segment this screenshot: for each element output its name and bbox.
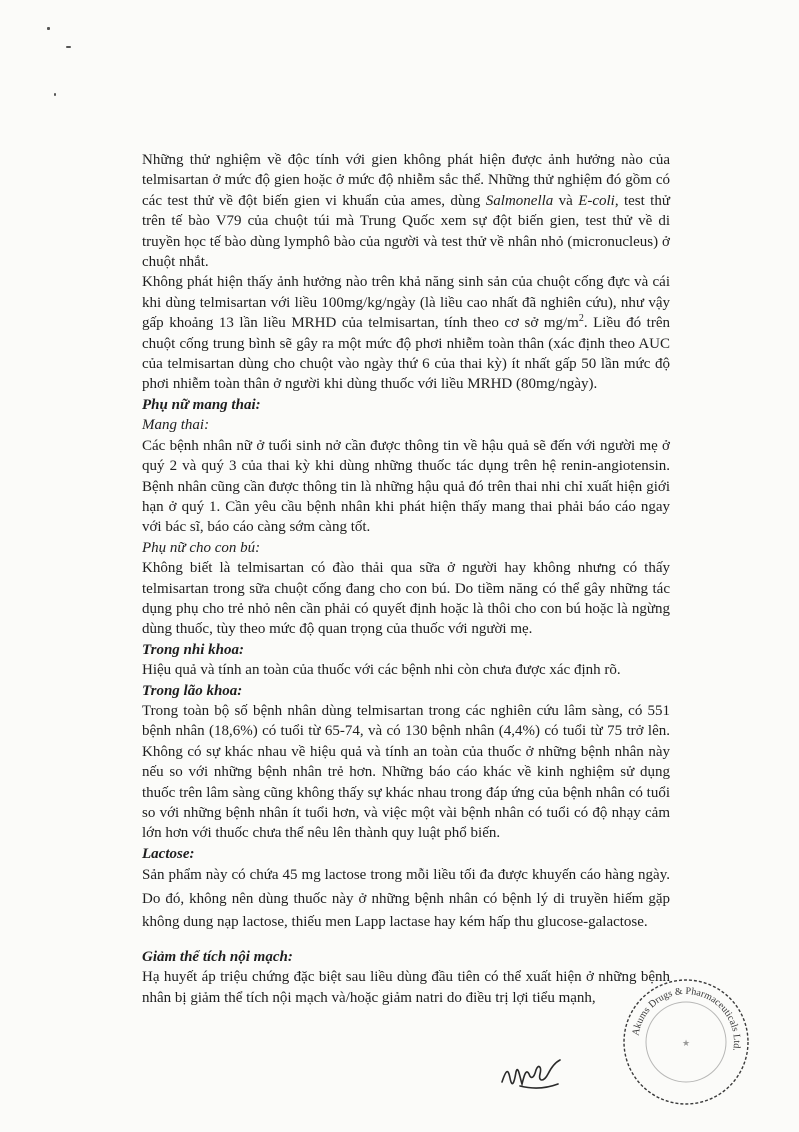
text-span: , test thử trên tế bào V79 của chuột túi mà Trung Quốc xem sự đột biến gien, test thử về di truyền học tế bào dùng lymphô bào của người và test thử về nhân nhỏ (micronucleus) ở chuột nhắt. <box>142 192 670 271</box>
subheading-breastfeeding: Phụ nữ cho con bú: <box>142 539 261 556</box>
stamp-star: ★ <box>681 1038 691 1048</box>
hypovolemia-paragraph: Hạ huyết áp triệu chứng đặc biệt sau liều dùng đầu tiên có thể xuất hiện ở những bệnh nhân bị giảm thể tích nội mạch và/hoặc giảm natri do điều trị lợi tiểu mạnh, <box>142 969 670 1006</box>
breastfeeding-paragraph: Không biết là telmisartan có đào thải qua sữa ở người hay không nhưng có thấy telmisartan trong sữa chuột cống đang cho con bú. Do tiềm năng có thể gây những tác dụng phụ cho trẻ nhỏ nên cần phải có quyết định hoặc là thôi cho con bú hoặc là ngừng dùng thuốc, tùy theo mức độ quan trọng của thuốc với người mẹ. <box>142 560 670 638</box>
scan-mark <box>54 93 56 96</box>
species-ecoli: E-coli <box>578 192 615 209</box>
species-salmonella: Salmonella <box>485 192 554 209</box>
signature <box>498 1048 578 1098</box>
company-stamp <box>616 972 756 1112</box>
fertility-paragraph <box>142 272 670 394</box>
pediatrics-paragraph: Hiệu quả và tính an toàn của thuốc với các bệnh nhi còn chưa được xác định rõ. <box>142 662 621 679</box>
heading-geriatrics: Trong lão khoa: <box>142 682 243 699</box>
heading-pregnant-women: Phụ nữ mang thai: <box>142 396 261 413</box>
stamp-text: Akums Drugs & Pharmaceuticals Ltd. <box>630 985 743 1052</box>
scan-mark <box>47 27 50 30</box>
pregnancy-paragraph: Các bệnh nhân nữ ở tuổi sinh nở cần được thông tin về hậu quả sẽ đến với người mẹ ở quý 2 và quý 3 của thai kỳ khi dùng những thuốc tác dụng trên hệ renin-angiotensin. Bệnh nhân cũng cần được thông tin là những hậu quả đó trên thai nhi chỉ xuất hiện giới hạn ở quý 1. Cần yêu cầu bệnh nhân khi phát hiện thấy mang thai phải báo cáo ngay với bác sĩ, báo cáo càng sớm càng tốt. <box>142 437 670 536</box>
scan-mark <box>66 46 71 48</box>
genotoxicity-paragraph <box>142 150 670 272</box>
geriatrics-paragraph: Trong toàn bộ số bệnh nhân dùng telmisartan trong các nghiên cứu lâm sàng, có 551 bệnh nhân (18,6%) có tuổi từ 65-74, và có 130 bệnh nhân (4,4%) có tuổi từ 75 trở lên. Không có sự khác nhau về hiệu quả và tính an toàn của thuốc ở những bệnh nhân này nếu so với những bệnh nhân trẻ hơn. Những báo cáo khác về kinh nghiệm sử dụng thuốc trên lâm sàng cũng không thấy sự khác nhau trong đáp ứng của bệnh nhân có tuổi so với những bệnh nhân ít tuổi hơn, và việc một vài bệnh nhân có tuổi có độ nhạy cảm lớn hơn với thuốc chưa thể nêu lên thành quy luật phổ biến. <box>142 702 670 842</box>
heading-pediatrics: Trong nhi khoa: <box>142 641 244 658</box>
lactose-paragraph: Sản phẩm này có chứa 45 mg lactose trong mỗi liều tối đa được khuyến cáo hàng ngày. Do đó, không nên dùng thuốc này ở những bệnh nhân có bệnh lý di truyền hiếm gặp không dung nạp lactose, thiếu men Lapp lactase hay kém hấp thu glucose-galactose. <box>142 867 670 931</box>
heading-hypovolemia: Giảm thể tích nội mạch: <box>142 948 293 965</box>
text-span: và <box>553 192 579 209</box>
spacer <box>142 935 670 947</box>
document-body <box>142 150 670 1008</box>
text-span: Những thử nghiệm về độc tính với gien không phát hiện được ảnh hưởng nào của telmisartan ở mức độ gien hoặc ở mức độ nhiễm sắc thể. Những thử nghiệm đó gồm có các test thử về đột biến gien vi khuẩn của ames, dùng <box>142 152 670 209</box>
heading-lactose: Lactose: <box>142 845 195 862</box>
text-span: . Liều đó trên chuột cống trung bình sẽ gây ra một mức độ phơi nhiễm toàn thân (xác định theo AUC của telmisartan dùng cho chuột vào ngày thứ 6 của thai kỳ) ít nhất gấp 50 lần mức độ phơi nhiễm toàn thân ở người khi dùng thuốc với liều MRHD (80mg/ngày). <box>142 315 670 393</box>
subheading-pregnancy: Mang thai: <box>142 417 210 434</box>
superscript: 2 <box>578 313 584 325</box>
text-span: Không phát hiện thấy ảnh hưởng nào trên khả năng sinh sản của chuột cống đực và cái khi dùng telmisartan với liều 100mg/kg/ngày (là liều cao nhất đã nghiên cứu), như vậy gấp khoảng 13 lần liều MRHD của telmisartan, tính theo cơ sở mg/m <box>142 274 670 332</box>
